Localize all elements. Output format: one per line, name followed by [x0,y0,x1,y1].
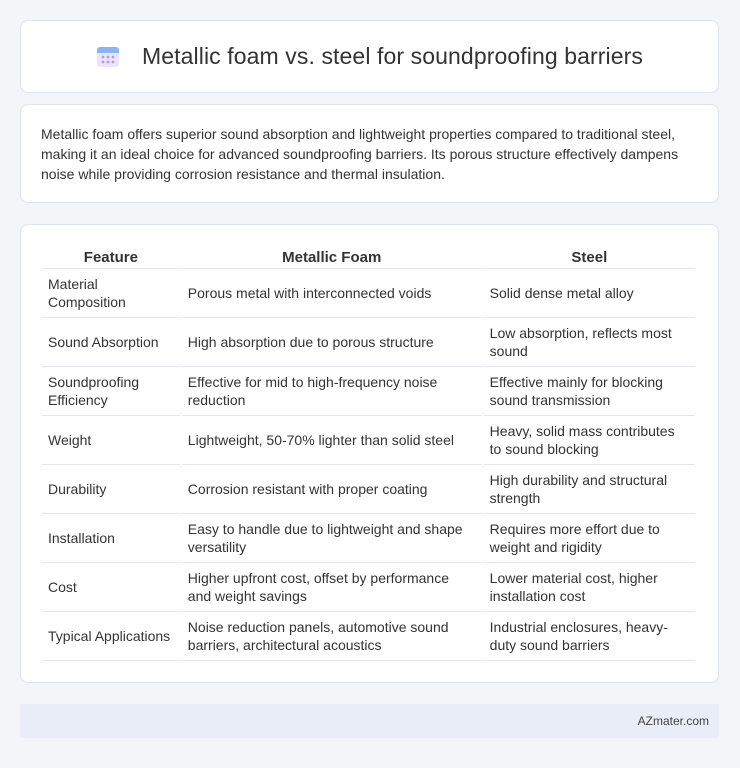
table-row [42,563,695,612]
cell-metallic-foam: Higher upfront cost, offset by performance and weight savings [182,563,482,612]
cell-steel: High durability and structural strength [484,465,695,514]
cell-feature: Cost [42,563,180,612]
header-steel: Steel [484,245,695,269]
cell-steel: Lower material cost, higher installation cost [484,563,695,612]
cell-steel: Industrial enclosures, heavy-duty sound barriers [484,612,695,661]
cell-metallic-foam: Lightweight, 50-70% lighter than solid steel [182,416,482,465]
page-title: Metallic foam vs. steel for soundproofing barriers [142,43,643,69]
cell-feature: Typical Applications [42,612,180,661]
footer-brand: AZmater.com [637,714,709,728]
cell-metallic-foam: Effective for mid to high-frequency noise reduction [182,367,482,416]
table-row [42,318,695,367]
cell-metallic-foam: Easy to handle due to lightweight and shape versatility [182,514,482,563]
table-row [42,612,695,661]
comparison-table-card [20,224,719,683]
header-metallic-foam: Metallic Foam [182,245,482,269]
cell-feature: Material Composition [42,269,180,318]
footer [20,704,719,738]
header-feature: Feature [42,245,180,269]
cell-steel: Effective mainly for blocking sound transmission [484,367,695,416]
cell-metallic-foam: Noise reduction panels, automotive sound barriers, architectural acoustics [182,612,482,661]
table-header-row [42,245,695,269]
cell-steel: Requires more effort due to weight and rigidity [484,514,695,563]
cell-metallic-foam: Porous metal with interconnected voids [182,269,482,318]
comparison-table [40,245,697,661]
cell-feature: Soundproofing Efficiency [42,367,180,416]
cell-metallic-foam: High absorption due to porous structure [182,318,482,367]
summary-card [20,104,719,203]
cell-feature: Installation [42,514,180,563]
table-row [42,465,695,514]
table-row [42,269,695,318]
cell-metallic-foam: Corrosion resistant with proper coating [182,465,482,514]
summary-text: Metallic foam offers superior sound absorption and lightweight properties compared to traditional steel, making it an ideal choice for advanced soundproofing barriers. Its porous structure effectively dampens noise while providing corrosion resistance and thermal insulation. [41,126,679,182]
cell-steel: Heavy, solid mass contributes to sound blocking [484,416,695,465]
title-card [20,20,719,93]
cell-feature: Weight [42,416,180,465]
cell-steel: Solid dense metal alloy [484,269,695,318]
table-row [42,367,695,416]
cell-feature: Sound Absorption [42,318,180,367]
calendar-icon [96,45,120,69]
cell-steel: Low absorption, reflects most sound [484,318,695,367]
cell-feature: Durability [42,465,180,514]
table-row [42,514,695,563]
table-row [42,416,695,465]
